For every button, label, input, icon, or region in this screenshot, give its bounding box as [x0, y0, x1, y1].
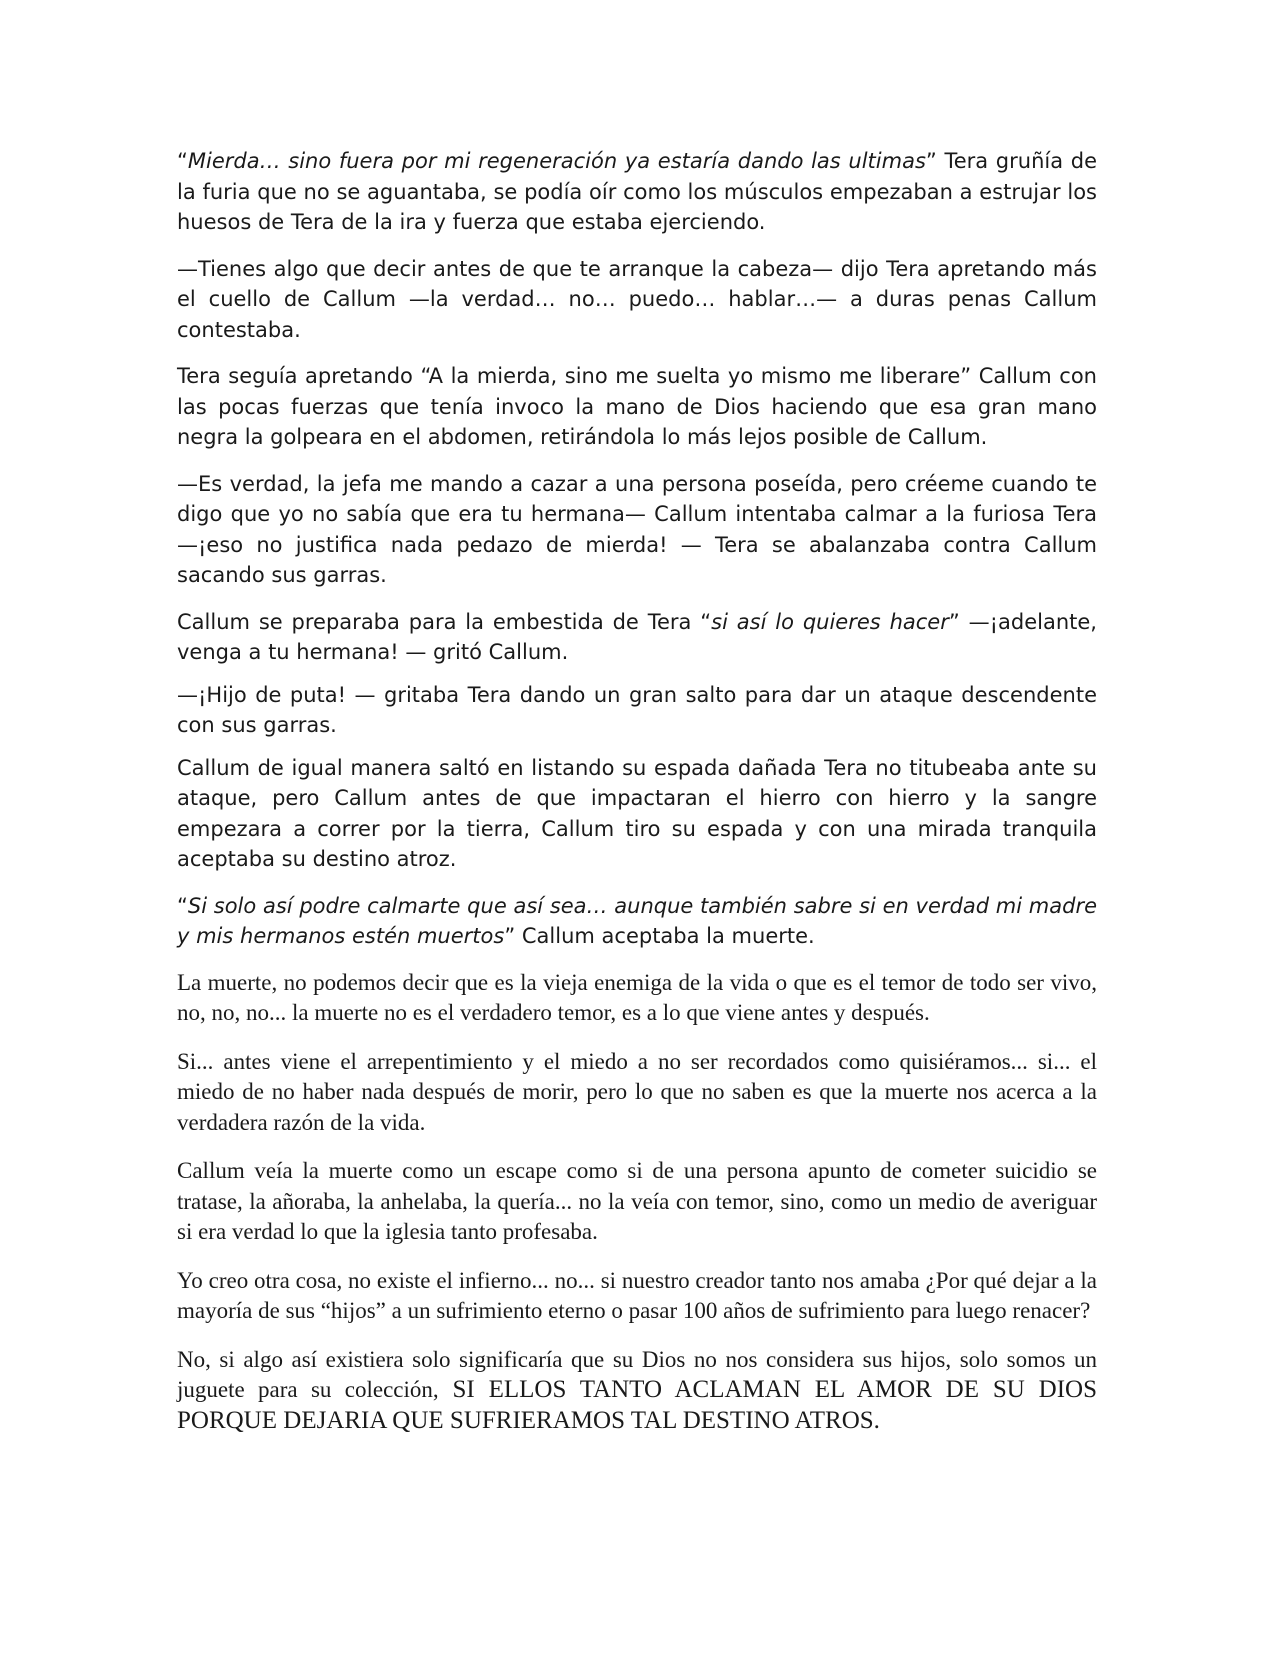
thought-text: si así lo quieres hacer [711, 609, 949, 634]
paragraph-5 [177, 607, 1097, 668]
uppercase-text: SI ELLOS TANTO ACLAMAN EL AMOR DE SU DIOS PORQUE DEJARIA QUE SUFRIERAMOS TAL DESTINO ATROS. [177, 1376, 1097, 1434]
paragraph-6: —¡Hijo de puta! — gritaba Tera dando un gran salto para dar un ataque descendente con sus garras. [177, 682, 1097, 737]
paragraph-2: —Tienes algo que decir antes de que te arranque la cabeza— dijo Tera apretando más el cuello de Callum —la verdad… no… puedo… hablar…— a duras penas Callum contestaba. [177, 256, 1097, 342]
paragraph-text: ” —¡adelante, venga a tu hermana! — gritó Callum. [177, 609, 1097, 664]
paragraph-12: Yo creo otra cosa, no existe el infierno... no... si nuestro creador tanto nos amaba ¿Por qué dejar a la mayoría de sus “hijos” a un sufrimiento eterno o pasar 100 años de sufrimiento para luego renacer? [177, 1267, 1097, 1323]
thought-text: Si solo así podre calmarte que así sea… aunque también sabre si en verdad mi madre y mis hermanos estén muertos [177, 893, 1097, 948]
paragraph-7: Callum de igual manera saltó en listando su espada dañada Tera no titubeaba ante su ataque, pero Callum antes de que impactaran el hierro con hierro y la sangre empezara a correr por la tierra, Callum tiro su espada y con una mirada tranquila aceptaba su destino atroz. [177, 755, 1097, 871]
paragraph-13 [177, 1345, 1097, 1437]
document-body [177, 146, 1097, 1436]
paragraph-8: “Si solo así podre calmarte que así sea… aunque también sabre si en verdad mi madre y mis hermanos estén muertos” Callum aceptaba la muerte. [177, 893, 1097, 948]
paragraph-text: No, si algo así existiera solo significaría que su Dios no nos considera sus hijos, solo somos un juguete para su colección, [177, 1346, 1097, 1402]
paragraph-text: Callum se preparaba para la embestida de Tera “ [177, 609, 712, 634]
paragraph-11: Callum veía la muerte como un escape como si de una persona apunto de cometer suicidio se tratase, la añoraba, la anhelaba, la quería... no la veía con temor, sino, como un medio de averiguar si era verdad lo que la iglesia tanto profesaba. [177, 1158, 1097, 1244]
paragraph-3: Tera seguía apretando “A la mierda, sino me suelta yo mismo me liberare” Callum con las pocas fuerzas que tenía invoco la mano de Dios haciendo que esa gran mano negra la golpeara en el abdomen, retirándola lo más lejos posible de Callum. [177, 364, 1097, 449]
paragraph-1: “Mierda… sino fuera por mi regeneración ya estaría dando las ultimas” Tera gruñía de la furia que no se aguantaba, se podía oír como los músculos empezaban a estrujar los huesos de Tera de la ira y fuerza que estaba ejerciendo. [177, 149, 1097, 234]
paragraph-4: —Es verdad, la jefa me mando a cazar a una persona poseída, pero créeme cuando te digo que yo no sabía que era tu hermana— Callum intentaba calmar a la furiosa Tera —¡eso no justifica nada pedazo de mierda! — Tera se abalanzaba contra Callum sacando sus garras. [177, 471, 1097, 587]
paragraph-10: Si... antes viene el arrepentimiento y el miedo a no ser recordados como quisiéramos... si... el miedo de no haber nada después de morir, pero lo que no saben es que la muerte nos acerca a la verdadera razón de la vida. [177, 1048, 1097, 1135]
paragraph-9: La muerte, no podemos decir que es la vieja enemiga de la vida o que es el temor de todo ser vivo, no, no, no... la muerte no es el verdadero temor, es a lo que viene antes y después. [177, 969, 1097, 1025]
paragraph-text: Tera gruñía de la furia que no se aguantaba, se podía oír como los músculos empezaban a estrujar los huesos de Tera de la ira y fuerza que estaba ejerciendo. [177, 149, 1097, 234]
thought-text: Mierda… sino fuera por mi regeneración ya estaría dando las ultimas [187, 149, 926, 173]
paragraph-text: Callum aceptaba la muerte. [515, 924, 815, 948]
